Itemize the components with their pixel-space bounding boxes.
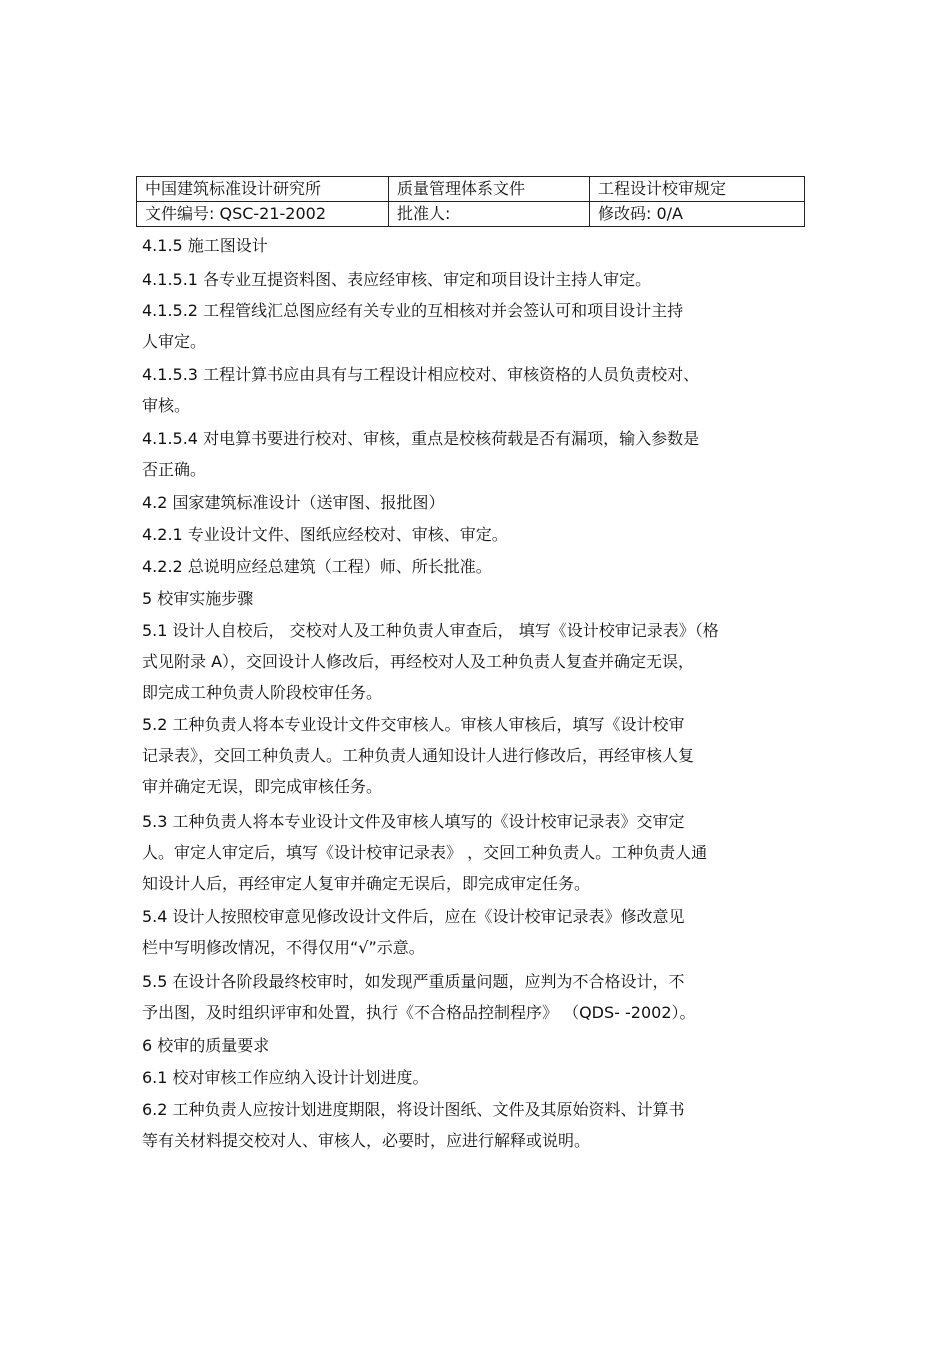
body-line: 4.2 国家建筑标准设计（送审图、报批图）	[142, 493, 445, 512]
body-line: 式见附录 A），交回设计人修改后，再经校对人及工种负责人复查并确定无误，	[142, 652, 695, 671]
body-line: 审核。	[142, 396, 191, 415]
body-line: 否正确。	[142, 460, 207, 479]
body-line: 栏中写明修改情况，不得仅用“√”示意。	[142, 938, 425, 957]
header-revision: 修改码: 0/A	[590, 202, 805, 227]
header-row-2	[137, 202, 805, 227]
header-approver: 批准人:	[389, 202, 590, 227]
body-line: 予出图，及时组织评审和处置，执行《不合格品控制程序》 （QDS- -2002）。	[142, 1003, 696, 1022]
body-line: 4.1.5.2 工程管线汇总图应经有关专业的互相核对并会签认可和项目设计主持	[142, 301, 684, 320]
body-line: 4.1.5.3 工程计算书应由具有与工程设计相应校对、审核资格的人员负责校对、	[142, 365, 700, 384]
body-line: 4.1.5.1 各专业互提资料图、表应经审核、审定和项目设计主持人审定。	[142, 270, 652, 289]
body-line: 记录表》，交回工种负责人。工种负责人通知设计人进行修改后，再经审核人复	[142, 746, 695, 765]
body-line: 4.2.1 专业设计文件、图纸应经校对、审核、审定。	[142, 525, 508, 544]
body-line: 人。审定人审定后，填写《设计校审记录表》 ，交回工种负责人。工种负责人通	[142, 843, 708, 862]
body-line: 即完成工种负责人阶段校审任务。	[142, 683, 383, 702]
body-line: 人审定。	[142, 332, 207, 351]
body-line: 4.1.5.4 对电算书要进行校对、审核，重点是校核荷载是否有漏项，输入参数是	[142, 429, 700, 448]
body-line: 5 校审实施步骤	[142, 589, 254, 608]
header-row-1	[137, 177, 805, 202]
body-line: 6.2 工种负责人应按计划进度期限，将设计图纸、文件及其原始资料、计算书	[142, 1100, 685, 1119]
body-line: 6 校审的质量要求	[142, 1036, 270, 1055]
body-line: 5.5 在设计各阶段最终校审时，如发现严重质量问题，应判为不合格设计，不	[142, 972, 685, 991]
body-line: 5.2 工种负责人将本专业设计文件交审核人。审核人审核后，填写《设计校审	[142, 715, 685, 734]
header-doc-number: 文件编号: QSC-21-2002	[137, 202, 389, 227]
body-line: 5.4 设计人按照校审意见修改设计文件后，应在《设计校审记录表》修改意见	[142, 907, 685, 926]
body-line: 5.1 设计人自校后， 交校对人及工种负责人审查后， 填写《设计校审记录表》（格	[142, 621, 719, 640]
header-org: 中国建筑标准设计研究所	[137, 177, 389, 202]
body-line: 知设计人后，再经审定人复审并确定无误后，即完成审定任务。	[142, 874, 591, 893]
body-line: 审并确定无误，即完成审核任务。	[142, 777, 383, 796]
body-line: 6.1 校对审核工作应纳入设计计划进度。	[142, 1068, 429, 1087]
body-line: 4.2.2 总说明应经总建筑（工程）师、所长批准。	[142, 557, 492, 576]
body-line: 5.3 工种负责人将本专业设计文件及审核人填写的《设计校审记录表》交审定	[142, 812, 685, 831]
body-line: 等有关材料提交校对人、审核人，必要时，应进行解释或说明。	[142, 1131, 591, 1150]
body-line: 4.1.5 施工图设计	[142, 236, 268, 255]
header-doc-title: 工程设计校审规定	[590, 177, 805, 202]
header-doc-type: 质量管理体系文件	[389, 177, 590, 202]
document-header-table	[136, 176, 805, 227]
